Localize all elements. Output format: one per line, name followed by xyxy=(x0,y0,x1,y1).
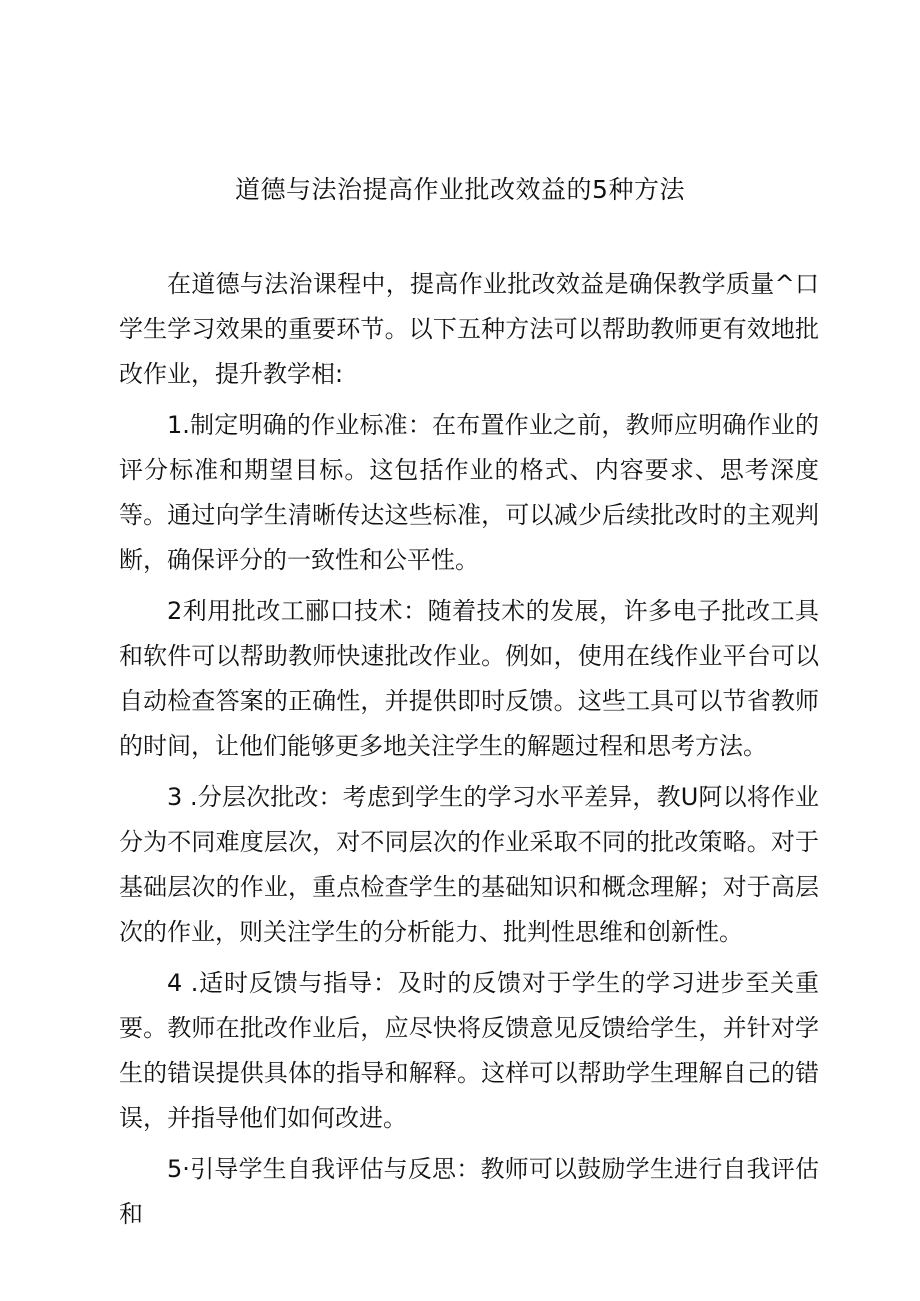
document-body xyxy=(119,262,819,1243)
document-title: 道德与法治提高作业批改效益的5种方法 xyxy=(235,175,685,204)
method-5-paragraph: 5·引导学生自我评估与反思：教师可以鼓励学生进行自我评估和 xyxy=(119,1155,819,1228)
method-3-paragraph: 3 .分层次批改：考虑到学生的学习水平差异，教U阿以将作业分为不同难度层次，对不同层次的作业采取不同的批改策略。对于基础层次的作业，重点检查学生的基础知识和概念理解；对于高层次的作业，则关注学生的分析能力、批判性思维和创新性。 xyxy=(119,783,819,946)
method-2-paragraph: 2利用批改工郦口技术：随着技术的发展，许多电子批改工具和软件可以帮助教师快速批改作业。例如，使用在线作业平台可以自动检查答案的正确性，并提供即时反馈。这些工具可以节省教师的时间，让他们能够更多地关注学生的解题过程和思考方法。 xyxy=(119,597,819,760)
intro-paragraph: 在道德与法治课程中，提高作业批改效益是确保教学质量^口学生学习效果的重要环节。以下五种方法可以帮助教师更有效地批改作业，提升教学相: xyxy=(119,270,819,388)
method-4-paragraph: 4 .适时反馈与指导：及时的反馈对于学生的学习进步至关重要。教师在批改作业后，应尽快将反馈意见反馈给学生，并针对学生的错误提供具体的指导和解释。这样可以帮助学生理解自己的错误，并指导他们如何改进。 xyxy=(119,969,819,1132)
method-1-paragraph: 1.制定明确的作业标准：在布置作业之前，教师应明确作业的评分标准和期望目标。这包括作业的格式、内容要求、思考深度等。通过向学生清晰传达这些标准，可以减少后续批改时的主观判断，确保评分的一致性和公平性。 xyxy=(119,411,819,574)
